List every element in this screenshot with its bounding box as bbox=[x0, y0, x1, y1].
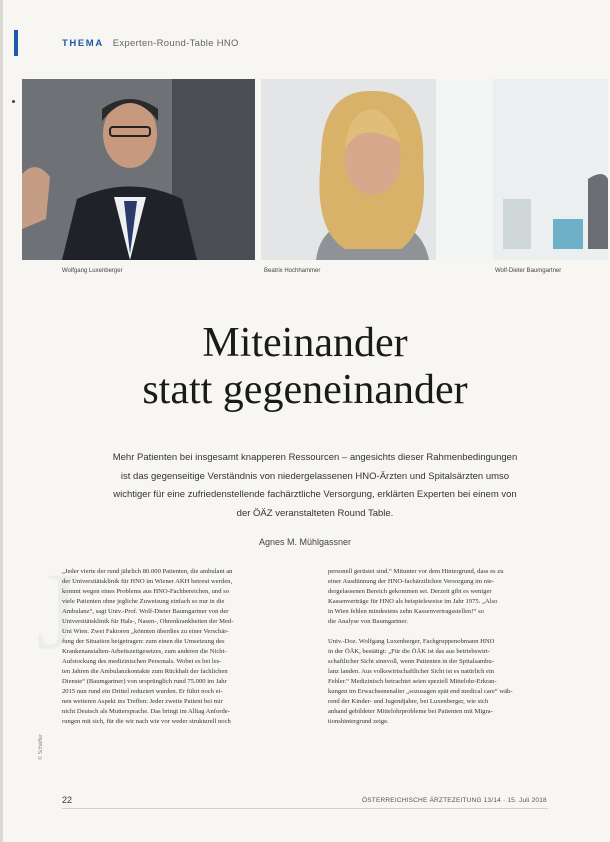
body-line: rungen mit sich, für die wir nach wie vor weder strukturell noch bbox=[62, 718, 231, 725]
photo-hochhammer bbox=[261, 79, 493, 260]
body-line: rend der Kinder- und Jugendjahre, bei Luxenberger, wie sich bbox=[328, 698, 489, 705]
body-line: einer Ausdünnung der HNO-fachärztlichen Versorgung im nie- bbox=[328, 578, 495, 585]
body-line: Aufstockung des medizinischen Personals. Wobei es bei les- bbox=[62, 658, 222, 665]
body-column-1 bbox=[62, 567, 310, 727]
body-line: Krankenanstalten-Arbeitszeitgesetzes, zum anderen die Nicht- bbox=[62, 648, 227, 655]
body-line: schaftlicher Sicht sinnvoll, wenn Patienten in der Spitalsambu- bbox=[328, 658, 494, 665]
body-line: kungen im Erwachsenenalter „sozusagen spät end medical care“ wäh- bbox=[328, 688, 513, 695]
photo-luxenberger bbox=[22, 79, 255, 260]
photo-baumgartner bbox=[493, 79, 608, 260]
body-line: der Universitätsklinik für HNO im Wiener AKH betreut werden, bbox=[62, 578, 233, 585]
lead-paragraph bbox=[80, 449, 550, 523]
body-line: Univ.-Doz. Wolfgang Luxenberger, Fachgruppenobmann HNO bbox=[328, 638, 495, 645]
body-line: personell gerüstet sind.“ Mitunter vor dem Hintergrund, dass es zu bbox=[328, 568, 504, 575]
body-line: Kassenverträge für HNO als beispielsweise im Jahr 1975. „Also bbox=[328, 598, 498, 605]
headline-line-2: statt gegeneinander bbox=[142, 367, 468, 413]
section-header bbox=[62, 38, 239, 49]
body-line: nen weiteren Aspekt ins Treffen: Jeder zweite Patient bei mir bbox=[62, 698, 223, 705]
body-line: viele Patienten ohne jegliche Zuweisung einfach so nur in die bbox=[62, 598, 225, 605]
body-line: Dienste“ (Baumgartner) von ursprünglich rund 75.000 im Jahr bbox=[62, 678, 227, 685]
section-label: THEMA bbox=[62, 38, 104, 49]
body-line: nicht Deutsch als Muttersprache. Das bringt im Alltag Anforde- bbox=[62, 708, 230, 715]
lead-line: der ÖÄZ veranstalteten Round Table. bbox=[236, 507, 394, 519]
photo-caption: Wolf-Dieter Baumgartner bbox=[495, 268, 562, 274]
body-column-2 bbox=[328, 567, 576, 727]
body-line: 2015 nun rund ein Drittel reduziert wurden. Er führt noch ei- bbox=[62, 688, 223, 695]
body-line: fung der Situation beigetragen: zum einen die Umsetzung des bbox=[62, 638, 225, 645]
body-line: ten Jahren die Ambulanzkontakte zum Rückhalt der fachlichen bbox=[62, 668, 228, 675]
section-marker bbox=[14, 30, 18, 56]
body-line: die Analyse von Baumgartner. bbox=[328, 618, 408, 625]
bullet-mark bbox=[12, 100, 15, 103]
body-line: „Jeder vierte der rund jährlich 80.000 Patienten, die ambulant an bbox=[62, 568, 233, 575]
lead-line: wichtiger für eine zufriedenstellende fachärztliche Versorgung, erklärten Experten bei einem von bbox=[113, 489, 517, 500]
body-line: Uni Wien. Zwei Faktoren „könnten überdies zu einer Verschär- bbox=[62, 628, 229, 635]
body-line: Ambulanz“, sagt Univ.-Prof. Wolf-Dieter Baumgartner von der bbox=[62, 608, 229, 615]
footer-rule bbox=[62, 808, 548, 809]
author-byline: Agnes M. Mühlgassner bbox=[258, 537, 352, 547]
photo-caption: Wolfgang Luxenberger bbox=[62, 268, 123, 274]
body-line: in Wien fehlen mindestens zehn Kassenvertragsstellen!“ so bbox=[328, 608, 484, 615]
body-line: Fehler.“ Medizinisch betrachtet seien speziell Mittelohr-Erkran- bbox=[328, 678, 497, 685]
lead-line: Mehr Patienten bei insgesamt knapperen Ressourcen – angesichts dieser Rahmenbedingungen bbox=[112, 452, 518, 463]
publication-info: ÖSTERREICHISCHE ÄRZTEZEITUNG 13/14 · 15. Juli 2018 bbox=[362, 797, 547, 804]
lead-line: ist das gegenseitige Verständnis von niedergelassenen HNO-Ärzten und Spitalsärzten umso bbox=[120, 470, 510, 482]
scan-edge bbox=[0, 0, 3, 842]
body-line: anhand gebildeter Mittelohrprobleme bei Patienten mit Migra- bbox=[328, 708, 493, 715]
paragraph-gap bbox=[328, 627, 576, 637]
body-line: kommt wegen eines Problems aus HNO-Fachbereichen, und so bbox=[62, 588, 230, 595]
photo-credit: © Schäffer bbox=[38, 734, 44, 760]
headline-line-1: Miteinander bbox=[202, 320, 408, 366]
photo-caption: Beatrix Hochhammer bbox=[264, 268, 321, 274]
section-topic: Experten-Round-Table HNO bbox=[112, 38, 239, 49]
body-line: in der ÖÄK, bestätigt: „Für die ÖÄK ist das aus betriebswirt- bbox=[328, 648, 491, 655]
body-line: lanz landen. Aus volkswirtschaftlicher Sicht ist es natürlich ein bbox=[328, 668, 495, 675]
body-line: tionshintergrund zeige. bbox=[328, 718, 389, 725]
page-number: 22 bbox=[62, 795, 73, 805]
body-line: dergelassenen Bereich gekommen sei. Derzeit gibt es weniger bbox=[328, 588, 492, 595]
body-line: Universitätsklinik für Hals-, Nasen-, Ohrenkrankheiten der Med- bbox=[62, 618, 234, 625]
drop-cap: J bbox=[36, 550, 79, 672]
